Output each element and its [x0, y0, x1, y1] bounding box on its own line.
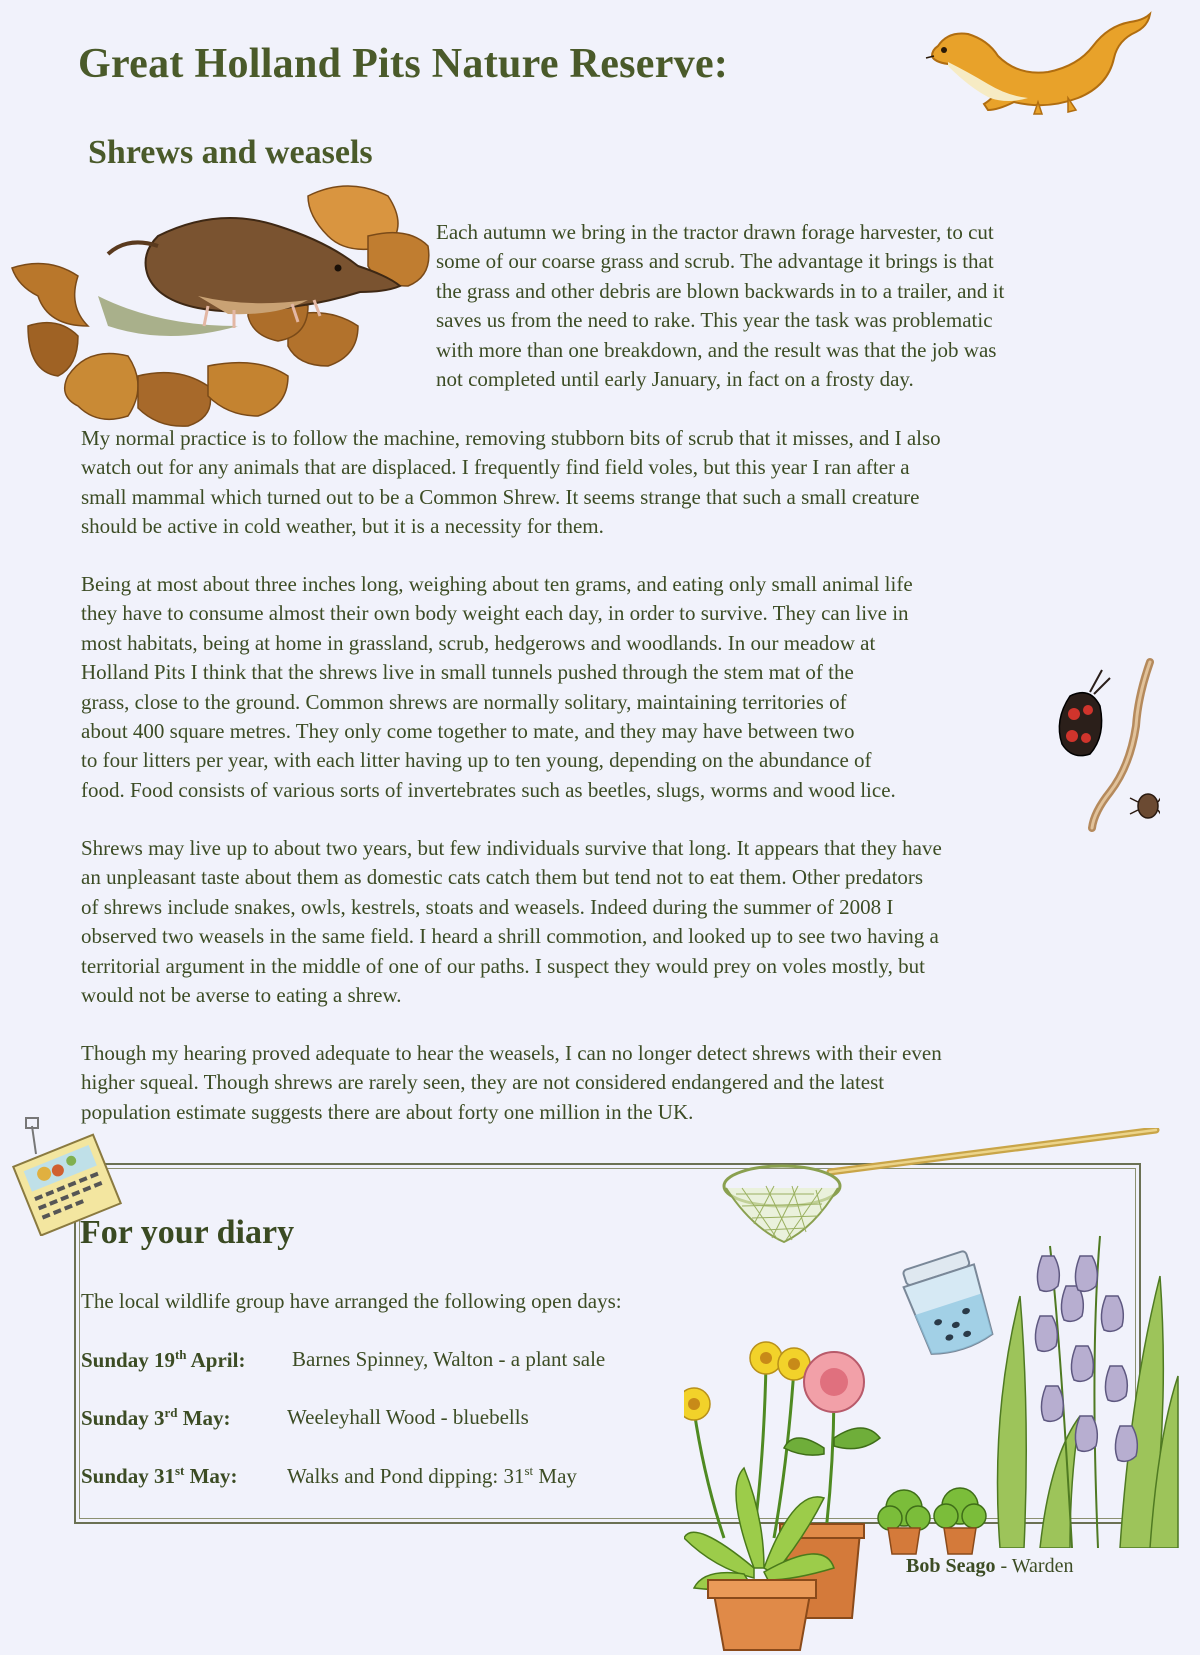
weasel-illustration	[918, 6, 1158, 116]
event-date	[81, 1347, 245, 1373]
event-month: May	[184, 1464, 231, 1488]
paragraph-line: observed two weasels in the same field. I heard a shrill commotion, and looked up to see two having a	[81, 924, 939, 949]
potted-flowers-illustration	[684, 1318, 1014, 1655]
signature	[906, 1555, 1073, 1578]
paragraph-line: about 400 square metres. They only come together to mate, and they may have between two	[81, 719, 855, 744]
event-day: Sunday 3	[81, 1406, 165, 1430]
event-place-suffix: st	[524, 1463, 534, 1478]
paragraph-line: population estimate suggests there are about forty one million in the UK.	[81, 1099, 694, 1124]
article-paragraph-2	[81, 424, 941, 542]
diary-event	[81, 1347, 606, 1373]
paragraph-line: small mammal which turned out to be a Common Shrew. It seems strange that such a small creature	[81, 484, 920, 509]
event-place	[287, 1463, 577, 1489]
event-place: Barnes Spinney, Walton - a plant sale	[292, 1347, 606, 1371]
paragraph-line: My normal practice is to follow the machine, removing stubborn bits of scrub that it misses, and I also	[81, 426, 941, 450]
paragraph-line: food. Food consists of various sorts of invertebrates such as beetles, slugs, worms and wood lice.	[81, 777, 896, 802]
diary-title: For your diary	[80, 1214, 295, 1251]
event-month: May:	[177, 1406, 231, 1430]
paragraph-line: Being at most about three inches long, weighing about ten grams, and eating only small animal life	[81, 572, 913, 596]
paragraph-line: the grass and other debris are blown backwards in to a trailer, and it	[436, 278, 1005, 303]
paragraph-line: to four litters per year, with each litter having up to ten young, depending on the abundance of	[81, 748, 872, 773]
shrew-on-leaves-illustration	[8, 176, 436, 430]
event-day-suffix: th	[174, 1347, 187, 1362]
paragraph-line: watch out for any animals that are displaced. I frequently find field voles, but this year I ran after a	[81, 455, 910, 480]
paragraph-line: not completed until early January, in fact on a frosty day.	[436, 367, 914, 392]
paragraph-line: higher squeal. Though shrews are rarely seen, they are not considered endangered and the latest	[81, 1070, 885, 1095]
paragraph-line: an unpleasant taste about them as domestic cats catch them but tend not to eat them. Other predators	[81, 865, 924, 890]
article-paragraph-1	[436, 218, 1004, 394]
paragraph-line: Holland Pits I think that the shrews live in small tunnels pushed through the stem mat of the	[81, 660, 854, 685]
event-date: Sunday 31st May:	[81, 1463, 238, 1488]
paragraph-line: grass, close to the ground. Common shrews are normally solitary, maintaining territories of	[81, 689, 847, 714]
article-paragraph-5	[81, 1039, 942, 1127]
article-subtitle: Shrews and weasels	[88, 134, 373, 171]
signature-name: Bob Seago	[906, 1555, 996, 1577]
article-paragraph-4	[81, 834, 942, 1010]
diary-event	[81, 1463, 577, 1489]
beetle-worm-woodlouse-illustration	[1050, 656, 1160, 834]
paragraph-line: Shrews may live up to about two years, but few individuals survive that long. It appears that they have	[81, 836, 942, 860]
paragraph-line: Though my hearing proved adequate to hear the weasels, I can no longer detect shrews with their even	[81, 1041, 942, 1065]
paragraph-line: most habitats, being at home in grassland, scrub, hedgerows and woodlands. In our meadow at	[81, 630, 876, 655]
paragraph-line: would not be averse to eating a shrew.	[81, 983, 402, 1008]
diary-intro: The local wildlife group have arranged the following open days:	[81, 1289, 622, 1313]
paragraph-line: Each autumn we bring in the tractor drawn forage harvester, to cut	[436, 220, 994, 244]
event-day: Sunday 31	[81, 1464, 175, 1488]
article-paragraph-3	[81, 570, 913, 805]
signature-role: - Warden	[995, 1555, 1074, 1577]
event-place: Weeleyhall Wood - bluebells	[287, 1405, 529, 1429]
paragraph-line: territorial argument in the middle of one of our paths. I suspect they would prey on voles mostly, but	[81, 953, 925, 978]
event-month: April:	[186, 1348, 246, 1372]
paragraph-line: with more than one breakdown, and the result was that the job was	[436, 337, 997, 362]
event-day-suffix: st	[174, 1463, 185, 1478]
page-title: Great Holland Pits Nature Reserve:	[78, 41, 729, 87]
event-date	[81, 1405, 231, 1431]
paragraph-line: should be active in cold weather, but it is a necessity for them.	[81, 514, 604, 539]
paragraph-line: saves us from the need to rake. This year the task was problematic	[436, 308, 993, 333]
event-place-month: May	[533, 1464, 577, 1488]
event-day-suffix: rd	[164, 1405, 178, 1420]
paragraph-line: some of our coarse grass and scrub. The advantage it brings is that	[436, 249, 994, 274]
paragraph-line: of shrews include snakes, owls, kestrels, stoats and weasels. Indeed during the summer of 2008 I	[81, 894, 894, 919]
paragraph-line: they have to consume almost their own body weight each day, in order to survive. They can live in	[81, 601, 909, 626]
event-place-text: Walks and Pond dipping: 31	[287, 1464, 525, 1488]
event-day: Sunday 19	[81, 1348, 175, 1372]
diary-event	[81, 1405, 529, 1431]
